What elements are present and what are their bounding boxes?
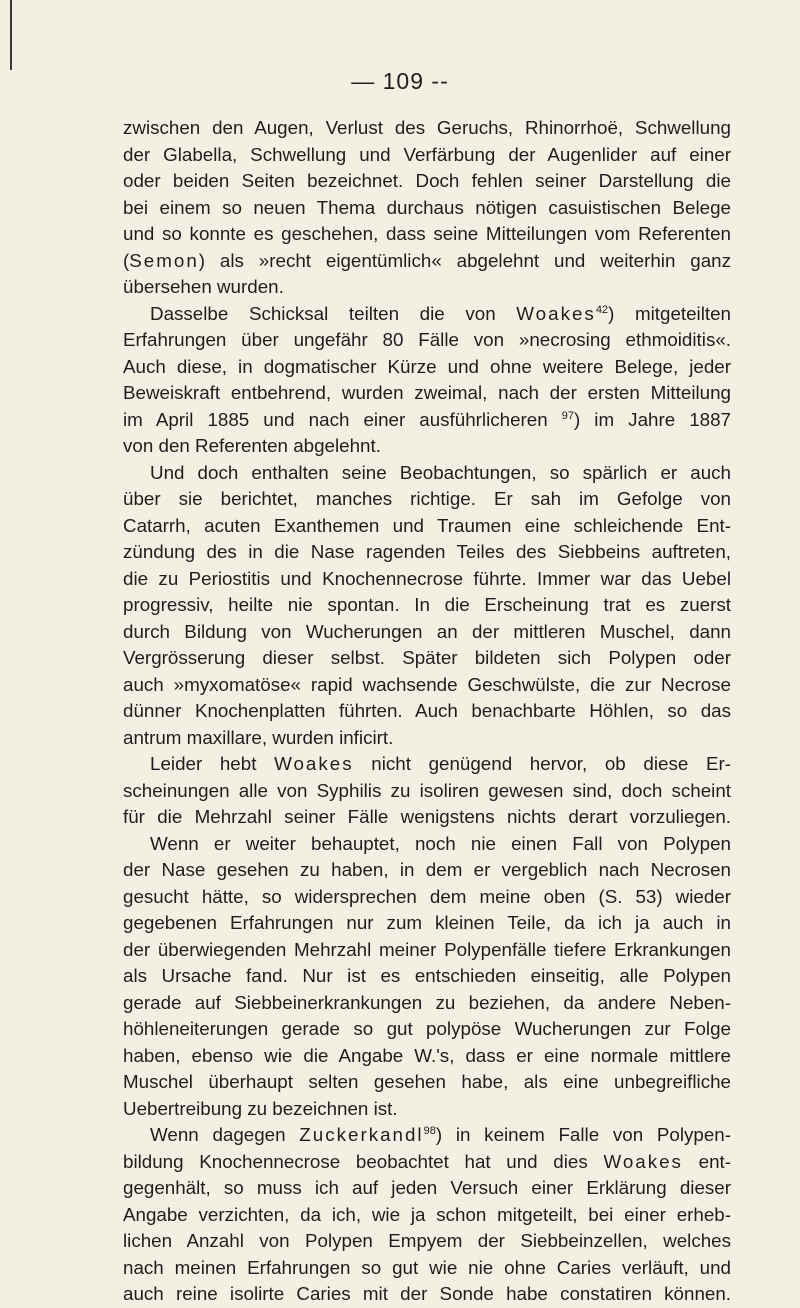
text-segment: ent-: [682, 1150, 731, 1172]
text-line: übersehen wurden.: [123, 276, 284, 297]
text-line: [123, 1149, 731, 1176]
text-line: Und doch enthalten seine Beobachtungen, so spärlich er auch: [150, 461, 731, 483]
footnote-reference: 97: [561, 409, 574, 422]
text-segment: ) im Jahre 1887: [574, 408, 731, 430]
text-segment: ) mitgeteilten: [608, 302, 731, 324]
text-line: bei einem so neuen Thema durchaus nötigen casuistischen Belege: [123, 196, 731, 218]
text-line: scheinungen alle von Syphilis zu isoliren gewesen sind, doch scheint: [123, 779, 731, 801]
text-line: gegenhält, so muss ich auf jeden Versuch einer Erklärung dieser: [123, 1177, 731, 1198]
page-edge: [0, 0, 12, 70]
body-text: [123, 115, 731, 1308]
author-name: Zuckerkandl: [299, 1124, 424, 1145]
text-line: Vergrösserung dieser selbst. Später bildeten sich Polypen oder: [123, 647, 731, 668]
text-line: zündung des in die Nase ragenden Teiles des Siebbeins auftreten,: [123, 541, 731, 562]
text-line: Auch diese, in dogmatischer Kürze und ohne weitere Belege, jeder: [123, 355, 731, 377]
text-segment: ) in keinem Falle von Polypen-: [435, 1124, 732, 1145]
text-line: nach meinen Erfahrungen so gut wie nie ohne Caries verläuft, und: [123, 1256, 731, 1278]
author-name: Woakes: [516, 302, 596, 324]
text-line: gegebenen Erfahrungen nur zum kleinen Teile, da ich ja auch in: [123, 912, 731, 933]
text-segment: im April 1885 und nach einer ausführlicheren: [123, 408, 562, 430]
text-line: Wenn er weiter behauptet, noch nie einen Fall von Polypen: [150, 832, 731, 854]
text-line: und so konnte es geschehen, dass seine Mitteilungen vom Referenten: [123, 223, 731, 244]
text-segment: Wenn dagegen: [150, 1124, 300, 1145]
text-line: von den Referenten abgelehnt.: [123, 435, 381, 456]
text-segment: ) als »recht eigentümlich« abgelehnt und weiterhin ganz: [198, 249, 731, 271]
author-name: Woakes: [274, 753, 354, 774]
text-line: progressiv, heilte nie spontan. In die Erscheinung trat es zuerst: [123, 594, 731, 615]
text-line: [123, 1122, 731, 1149]
text-line: gerade auf Siebbeinerkrankungen zu beziehen, da andere Neben-: [123, 991, 731, 1013]
text-line: Uebertreibung zu bezeichnen ist.: [123, 1097, 398, 1119]
text-line: Catarrh, acuten Exanthemen und Traumen eine schleichende Ent-: [123, 514, 731, 536]
text-line: der Nase gesehen zu haben, in dem er vergeblich nach Necrosen: [123, 859, 731, 880]
text-line: antrum maxillare, wurden inficirt.: [123, 726, 394, 748]
text-line: gesucht hätte, so widersprechen dem meine oben (S. 53) wieder: [123, 885, 731, 907]
page-number: — 109 --: [351, 68, 449, 94]
text-line: Beweiskraft entbehrend, wurden zweimal, nach der ersten Mitteilung: [123, 382, 731, 403]
text-line: der überwiegenden Mehrzahl meiner Polypenfälle tiefere Erkrankungen: [123, 938, 731, 960]
text-line: auch »myxomatöse« rapid wachsende Geschwülste, die zur Necrose: [123, 673, 731, 695]
text-line: die zu Periostitis und Knochennecrose führte. Immer war das Uebel: [123, 567, 731, 589]
author-name: Semon: [129, 249, 199, 271]
footnote-reference: 42: [595, 303, 609, 316]
footnote-reference: 98: [423, 1125, 436, 1137]
text-line: dünner Knochenplatten führten. Auch benachbarte Höhlen, so das: [123, 700, 731, 721]
text-segment: bildung Knochennecrose beobachtet hat und dies: [123, 1150, 604, 1172]
text-line: durch Bildung von Wucherungen an der mittleren Muschel, dann: [123, 620, 731, 642]
author-name: Woakes: [603, 1150, 683, 1172]
text-line: für die Mehrzahl seiner Fälle wenigstens nichts derart vorzuliegen.: [123, 806, 731, 827]
text-segment: nicht genügend hervor, ob diese Er-: [353, 753, 731, 774]
text-line: haben, ebenso wie die Angabe W.'s, dass er eine normale mittlere: [123, 1044, 731, 1066]
text-line: lichen Anzahl von Polypen Empyem der Siebbeinzellen, welches: [123, 1230, 731, 1251]
text-line: auch reine isolirte Caries mit der Sonde habe constatiren können.: [123, 1283, 731, 1304]
text-line: höhleneiterungen gerade so gut polypöse Wucherungen zur Folge: [123, 1018, 731, 1039]
text-line: [123, 301, 731, 328]
text-line: Muschel überhaupt selten gesehen habe, als eine unbegreifliche: [123, 1071, 731, 1092]
text-line: [123, 248, 731, 275]
text-line: als Ursache fand. Nur ist es entschieden einseitig, alle Polypen: [123, 965, 731, 986]
text-line: [123, 407, 731, 434]
text-segment: (: [123, 249, 130, 271]
text-line: Erfahrungen über ungefähr 80 Fälle von »necrosing ethmoiditis«.: [123, 329, 731, 350]
text-line: zwischen den Augen, Verlust des Geruchs, Rhinorrhoë, Schwellung: [123, 117, 731, 138]
text-line: oder beiden Seiten bezeichnet. Doch fehlen seiner Darstellung die: [123, 170, 731, 191]
text-segment: Dasselbe Schicksal teilten die von: [150, 302, 517, 324]
text-line: der Glabella, Schwellung und Verfärbung der Augenlider auf einer: [123, 143, 731, 165]
text-line: [123, 751, 731, 778]
text-line: über sie berichtet, manches richtige. Er sah im Gefolge von: [123, 488, 731, 509]
text-segment: Leider hebt: [150, 753, 275, 774]
text-line: Angabe verzichten, da ich, wie ja schon mitgeteilt, bei einer erheb-: [123, 1203, 731, 1225]
